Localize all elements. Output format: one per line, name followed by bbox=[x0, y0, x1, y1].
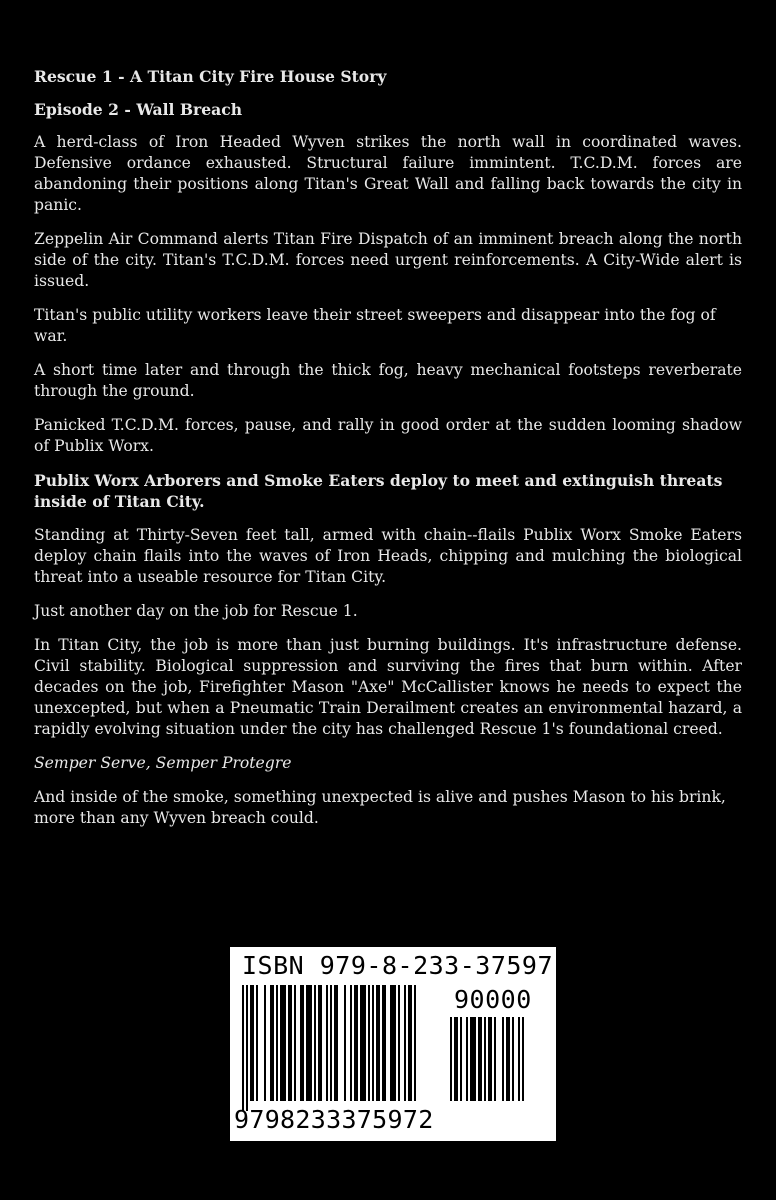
barcode-bar bbox=[256, 985, 258, 1101]
barcode-bar bbox=[382, 985, 386, 1101]
barcode-bar bbox=[506, 1017, 510, 1101]
barcode-bar bbox=[270, 985, 274, 1101]
barcode-bar bbox=[518, 1017, 520, 1101]
book-title: Rescue 1 - A Titan City Fire House Story bbox=[34, 67, 387, 86]
barcode-bar bbox=[460, 1017, 462, 1101]
blurb-paragraph-3: Titan's public utility workers leave their street sweepers and disappear into the fog of war. bbox=[34, 306, 716, 345]
blurb-paragraph-final: And inside of the smoke, something unexpected is alive and pushes Mason to his brink, more than any Wyven breach could. bbox=[34, 788, 726, 827]
back-cover-blurb bbox=[34, 66, 742, 842]
barcode-bar bbox=[522, 1017, 524, 1101]
barcode-bar bbox=[306, 985, 312, 1101]
barcode-bar bbox=[502, 1017, 504, 1101]
barcode-bar bbox=[466, 1017, 468, 1101]
barcode-bar bbox=[294, 985, 296, 1101]
barcode-bar bbox=[334, 985, 338, 1101]
barcode-bar bbox=[414, 985, 416, 1101]
barcode-bar bbox=[242, 985, 244, 1111]
ean-barcode-bars bbox=[242, 985, 442, 1113]
blurb-paragraph-1: A herd-class of Iron Headed Wyven strikes the north wall in coordinated waves. Defensive ordance exhausted. Structural failure immintent. T.C.D.M. forces are abandoning their positions along Titan's Great Wall and falling back towards the city in panic. bbox=[34, 133, 742, 214]
barcode-bar bbox=[478, 1017, 482, 1101]
blurb-paragraph-bold: Publix Worx Arborers and Smoke Eaters deploy to meet and extinguish threats inside of Titan City. bbox=[34, 471, 723, 511]
barcode-bar bbox=[450, 1017, 452, 1101]
barcode-bar bbox=[494, 1017, 496, 1101]
barcode-bar bbox=[360, 985, 366, 1101]
barcode-bar bbox=[376, 985, 380, 1101]
barcode-bar bbox=[368, 985, 370, 1101]
barcode-bar bbox=[276, 985, 278, 1101]
barcode-bar bbox=[354, 985, 358, 1101]
barcode-bar bbox=[326, 985, 328, 1101]
barcode-bar bbox=[350, 985, 352, 1101]
barcode-bar bbox=[300, 985, 304, 1101]
blurb-paragraph-7: Just another day on the job for Rescue 1. bbox=[34, 602, 358, 620]
isbn-barcode bbox=[230, 947, 585, 1141]
blurb-paragraph-5: Panicked T.C.D.M. forces, pause, and rally in good order at the sudden looming shadow of Publix Worx. bbox=[34, 416, 742, 455]
blurb-paragraph-4: A short time later and through the thick fog, heavy mechanical footsteps reverberate through the ground. bbox=[34, 361, 742, 400]
barcode-bar bbox=[488, 1017, 492, 1101]
barcode-bar bbox=[288, 985, 292, 1101]
barcode-bar bbox=[344, 985, 346, 1101]
barcode-bar bbox=[512, 1017, 514, 1101]
barcode-bar bbox=[470, 1017, 476, 1101]
barcode-bar bbox=[454, 1017, 458, 1101]
addon-barcode-bars bbox=[450, 1017, 548, 1101]
ean-digits: 9798233375972 bbox=[234, 1105, 434, 1134]
barcode-bar bbox=[484, 1017, 486, 1101]
barcode-bar bbox=[330, 985, 332, 1101]
barcode-bar bbox=[314, 985, 316, 1101]
blurb-paragraph-8: In Titan City, the job is more than just burning buildings. It's infrastructure defense. Civil stability. Biological suppression and surviving the fires that burn within. After decades on the job, Firefighter Mason "Axe" McCallister knows he needs to expect the unexcepted, but when a Pneumatic Train Derailment creates an environmental hazard, a rapidly evolving situation under the city has challenged Rescue 1's foundational creed. bbox=[34, 636, 742, 738]
blurb-paragraph-6: Standing at Thirty-Seven feet tall, armed with chain--flails Publix Worx Smoke Eaters deploy chain flails into the waves of Iron Heads, chipping and mulching the biological threat into a useable resource for Titan City. bbox=[34, 526, 742, 586]
barcode-bar bbox=[264, 985, 266, 1101]
blurb-paragraph-2: Zeppelin Air Command alerts Titan Fire Dispatch of an imminent breach along the north side of the city. Titan's T.C.D.M. forces need urgent reinforcements. A City-Wide alert is issued. bbox=[34, 230, 742, 290]
barcode-bar bbox=[250, 985, 254, 1101]
episode-title: Episode 2 - Wall Breach bbox=[34, 100, 243, 119]
barcode-bar bbox=[408, 985, 412, 1101]
barcode-bar bbox=[398, 985, 400, 1101]
motto: Semper Serve, Semper Protegre bbox=[34, 754, 292, 772]
barcode-bar bbox=[280, 985, 286, 1101]
barcode-bar bbox=[246, 985, 248, 1111]
price-code: 90000 bbox=[454, 985, 532, 1014]
barcode-bar bbox=[372, 985, 374, 1101]
barcode-bar bbox=[404, 985, 406, 1101]
barcode-bar bbox=[318, 985, 322, 1101]
isbn-label: ISBN 979-8-233-37597-2 bbox=[242, 951, 585, 980]
barcode-bar bbox=[390, 985, 396, 1101]
